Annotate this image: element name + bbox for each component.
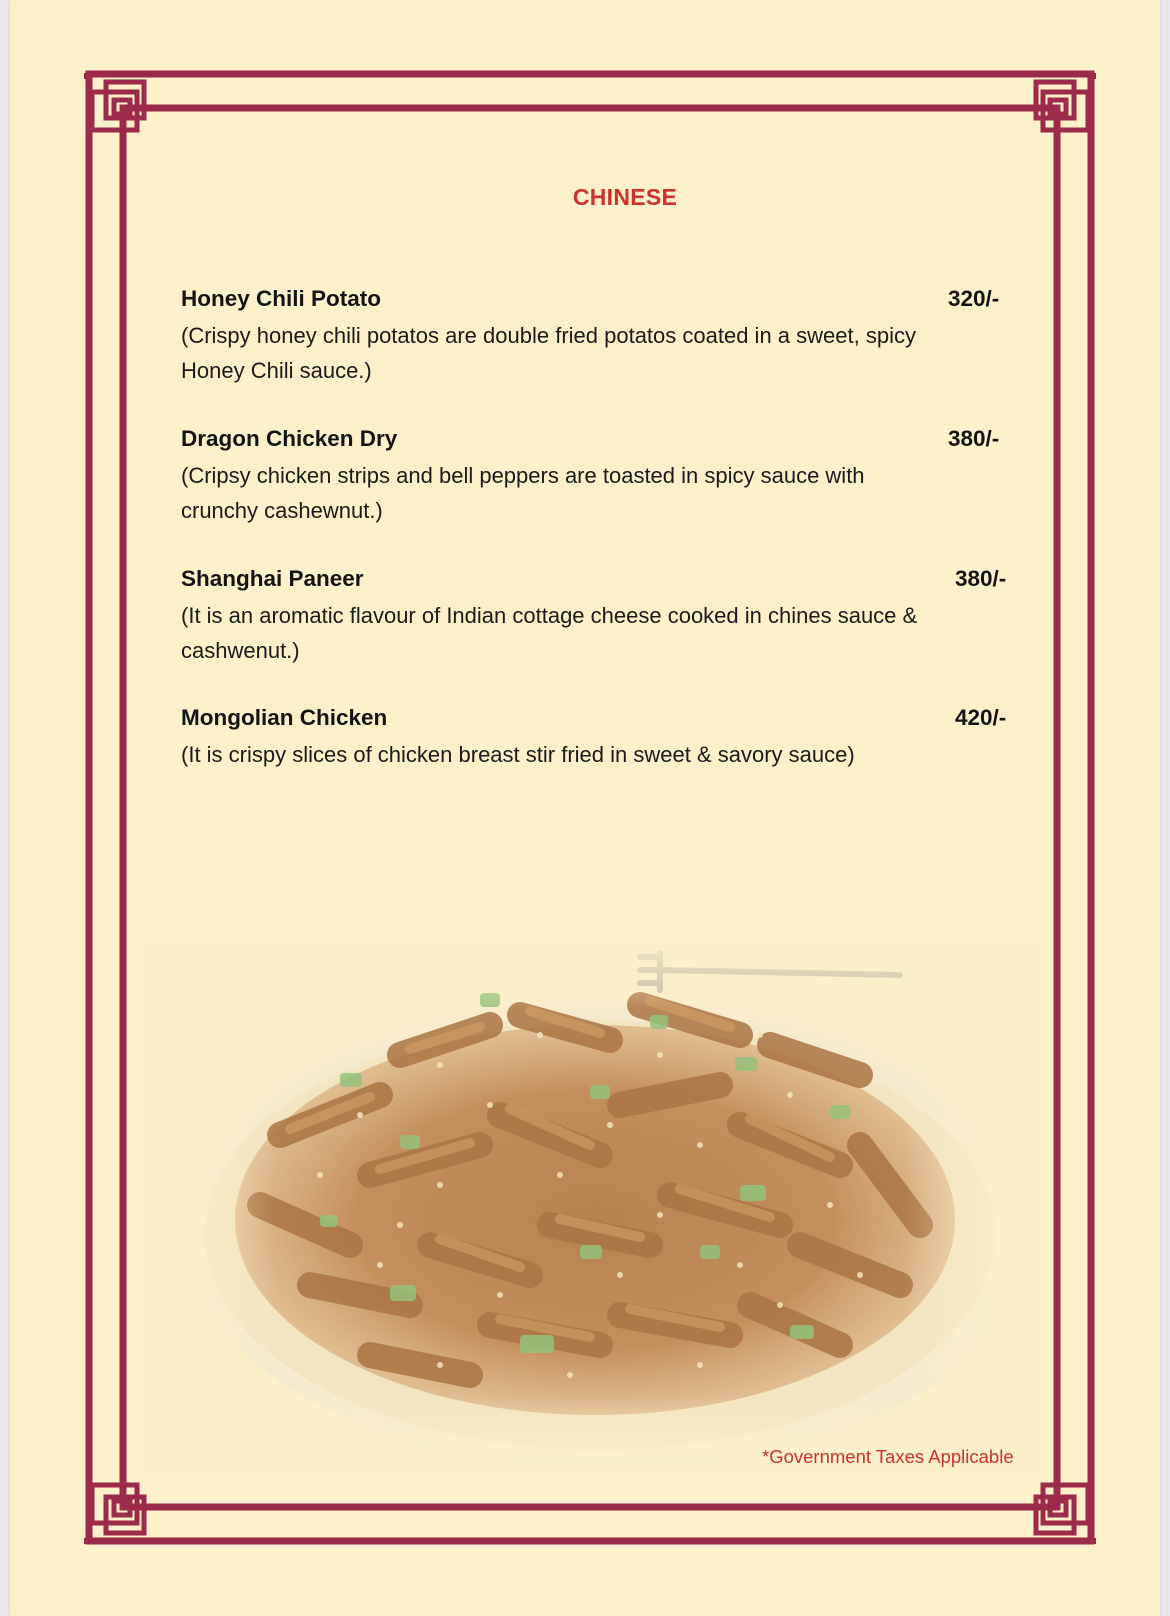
item-name: Shanghai Paneer [181,566,364,591]
item-price: 380/- [955,566,1007,591]
corner-top-left-icon [92,82,144,130]
menu-page [10,0,1160,1616]
item-price: 380/- [948,426,1000,451]
corner-bottom-right-icon [1036,1485,1088,1533]
menu-item-honey-chili-potato [181,284,1031,388]
menu-item-dragon-chicken-dry [181,424,1031,528]
item-description: (Crispy honey chili potatos are double fried potatos coated in a sweet, spicy Honey Chili sauce.) [181,323,916,383]
item-name: Dragon Chicken Dry [181,426,398,451]
mongolian-chicken-photo [140,945,1040,1475]
section-title: CHINESE [572,184,678,210]
tax-footnote: *Government Taxes Applicable [762,1446,1014,1467]
item-description: (Cripsy chicken strips and bell peppers are toasted in spicy sauce with crunchy cashewnut.) [181,463,865,523]
corner-top-right-icon [1036,82,1088,130]
menu-item-mongolian-chicken [181,703,1031,772]
menu-item-shanghai-paneer [181,564,1031,668]
item-name: Mongolian Chicken [181,705,388,730]
item-description: (It is an aromatic flavour of Indian cottage cheese cooked in chines sauce & cashwenut.) [181,603,918,663]
item-description: (It is crispy slices of chicken breast stir fried in sweet & savory sauce) [181,742,855,767]
item-name: Honey Chili Potato [181,286,382,311]
item-price: 420/- [955,705,1007,730]
corner-bottom-left-icon [92,1485,144,1533]
item-price: 320/- [948,286,1000,311]
